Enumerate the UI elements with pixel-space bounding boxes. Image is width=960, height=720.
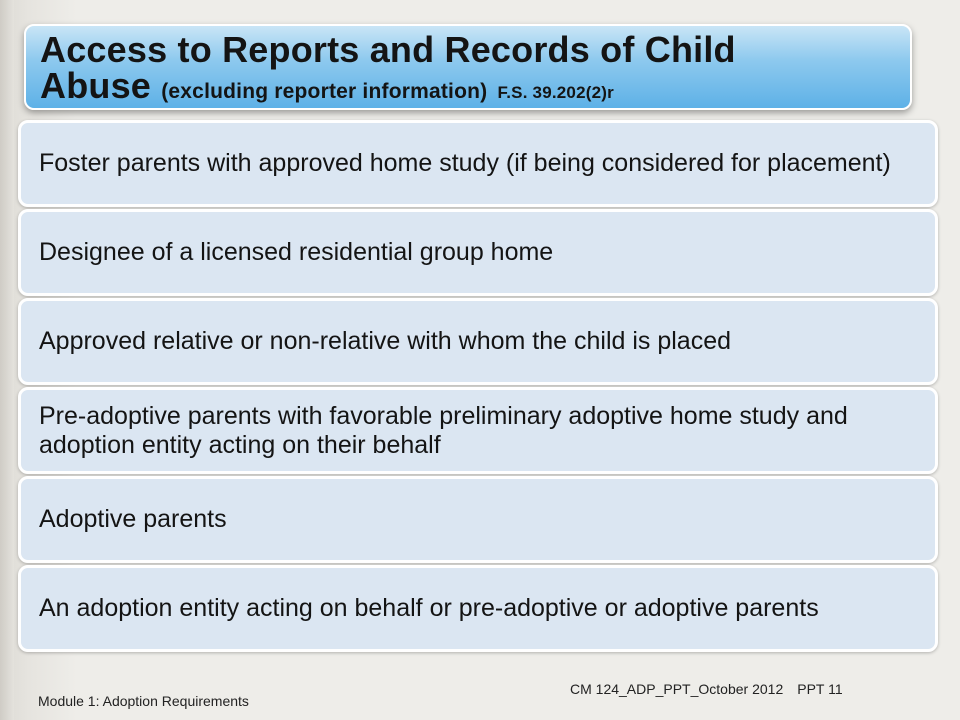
footer-course: CM 124_ADP_PPT_October 2012 — [570, 681, 784, 697]
footer-slide-number: PPT 11 — [797, 681, 843, 697]
slide-edge — [0, 0, 14, 720]
list-item-text: Pre-adoptive parents with favorable preliminary adoptive home study and adoption entity acting on their behalf — [39, 401, 848, 459]
title-box — [24, 24, 912, 110]
slide-title-line1: Access to Reports and Records of Child — [40, 29, 736, 70]
list-item-text: Approved relative or non-relative with whom the child is placed — [39, 327, 732, 355]
slide-title-main: Abuse — [40, 65, 152, 106]
list-item-text: Foster parents with approved home study (if being considered for placement) — [39, 149, 891, 177]
list-item-text: Adoptive parents — [39, 505, 227, 533]
bullet-list — [18, 120, 938, 654]
list-item — [18, 387, 938, 474]
list-item — [18, 565, 938, 652]
list-item — [18, 298, 938, 385]
list-item-text: An adoption entity acting on behalf or pre-adoptive or adoptive parents — [39, 594, 819, 622]
list-item-text: Designee of a licensed residential group home — [39, 238, 554, 266]
slide-title-line2 — [40, 65, 910, 111]
list-item — [18, 476, 938, 563]
slide-title-statute: F.S. 39.202(2)r — [497, 83, 614, 102]
slide-title-subtitle: (excluding reporter information) — [161, 80, 488, 103]
list-item — [18, 209, 938, 296]
list-item — [18, 120, 938, 207]
footer-course-info — [570, 681, 843, 697]
footer-module: Module 1: Adoption Requirements — [38, 693, 249, 709]
